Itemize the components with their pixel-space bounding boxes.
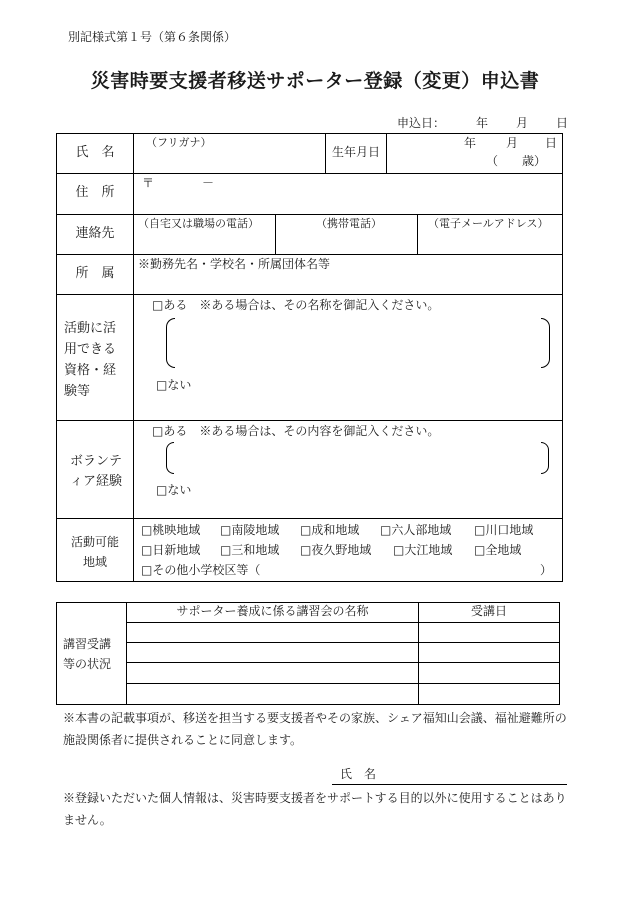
postal-code-field[interactable]: 〒 － xyxy=(142,176,215,190)
birth-year: 年 xyxy=(464,136,477,150)
right-bracket xyxy=(541,318,550,368)
training-label: 講習受講 等の状況 xyxy=(63,637,112,671)
training-name-cell[interactable] xyxy=(127,663,418,683)
right-bracket xyxy=(541,442,549,474)
signature-line[interactable] xyxy=(332,784,567,785)
left-bracket xyxy=(166,318,175,368)
training-course-name-header: サポーター養成に係る講習会の名称 xyxy=(176,604,369,618)
training-name-cell[interactable] xyxy=(127,684,418,704)
training-name-cell[interactable] xyxy=(127,623,418,642)
training-date-cell[interactable] xyxy=(419,684,559,704)
left-bracket xyxy=(166,442,174,474)
area-checkbox-all[interactable]: □全地域 xyxy=(474,543,522,557)
volunteer-label: ボランテ ィア経験 xyxy=(70,454,123,489)
privacy-note: ※登録いただいた個人情報は、災害時要支援者をサポートする目的以外に使用することはありません。 xyxy=(63,791,567,827)
training-name-cell[interactable] xyxy=(127,643,418,662)
application-date-month: 月 xyxy=(516,116,529,130)
application-date-day: 日 xyxy=(556,116,569,130)
area-checkbox-other[interactable]: □その他小学校区等（ xyxy=(141,563,261,577)
form-number: 別記様式第１号（第６条関係） xyxy=(68,30,237,44)
area-other-close-paren: ） xyxy=(540,563,553,577)
training-date-cell[interactable] xyxy=(419,663,559,683)
birth-day: 日 xyxy=(545,136,558,150)
signature-label: 氏 名 xyxy=(340,767,377,781)
area-checkbox-mutobe[interactable]: □六人部地域 xyxy=(380,523,452,537)
area-checkbox-kawaguchi[interactable]: □川口地域 xyxy=(474,523,534,537)
application-date-label: 申込日： xyxy=(397,116,446,130)
activity-area-label: 活動可能 地域 xyxy=(70,535,119,569)
area-checkbox-oe[interactable]: □大江地域 xyxy=(393,543,453,557)
age-field[interactable]: （ 歳） xyxy=(486,154,547,168)
area-checkbox-nisshin[interactable]: □日新地域 xyxy=(141,543,201,557)
area-checkbox-toei[interactable]: □桃映地域 xyxy=(141,523,201,537)
furigana-field[interactable]: （フリガナ） xyxy=(146,136,212,149)
area-checkbox-yakuno[interactable]: □夜久野地域 xyxy=(300,543,372,557)
birth-date-label: 生年月日 xyxy=(331,145,380,159)
qualification-yes-checkbox[interactable]: □ある ※ある場合は、その名称を御記入ください。 xyxy=(152,298,440,312)
volunteer-yes-checkbox[interactable]: □ある ※ある場合は、その内容を御記入ください。 xyxy=(152,424,440,438)
area-checkbox-seiwa[interactable]: □成和地域 xyxy=(300,523,360,537)
birth-month: 月 xyxy=(506,136,519,150)
training-date-cell[interactable] xyxy=(419,623,559,642)
affiliation-field[interactable]: ※勤務先名・学校名・所属団体名等 xyxy=(138,257,331,271)
address-label: 住 所 xyxy=(75,185,115,200)
page-title: 災害時要支援者移送サポーター登録（変更）申込書 xyxy=(90,70,540,92)
consent-note: ※本書の記載事項が、移送を担当する要支援者やその家族、シェア福知山会議、福祉避難所の施設関係者に提供されることに同意します。 xyxy=(63,711,567,747)
area-checkbox-miwa[interactable]: □三和地域 xyxy=(220,543,280,557)
email-field[interactable]: （電子メールアドレス） xyxy=(428,217,549,230)
affiliation-label: 所 属 xyxy=(75,266,115,281)
volunteer-no-checkbox[interactable]: □ない xyxy=(156,483,192,497)
application-date-year: 年 xyxy=(476,116,489,130)
qualification-label: 活動に活 用できる 資格・経 験等 xyxy=(64,321,117,399)
name-label: 氏 名 xyxy=(75,145,115,160)
home-phone-field[interactable]: （自宅又は職場の電話） xyxy=(138,217,259,230)
training-date-cell[interactable] xyxy=(419,643,559,662)
mobile-phone-field[interactable]: （携帯電話） xyxy=(316,217,382,230)
training-date-header: 受講日 xyxy=(470,604,507,618)
contact-label: 連絡先 xyxy=(75,226,115,241)
qualification-no-checkbox[interactable]: □ない xyxy=(156,378,192,392)
area-checkbox-nanryo[interactable]: □南陵地域 xyxy=(220,523,280,537)
